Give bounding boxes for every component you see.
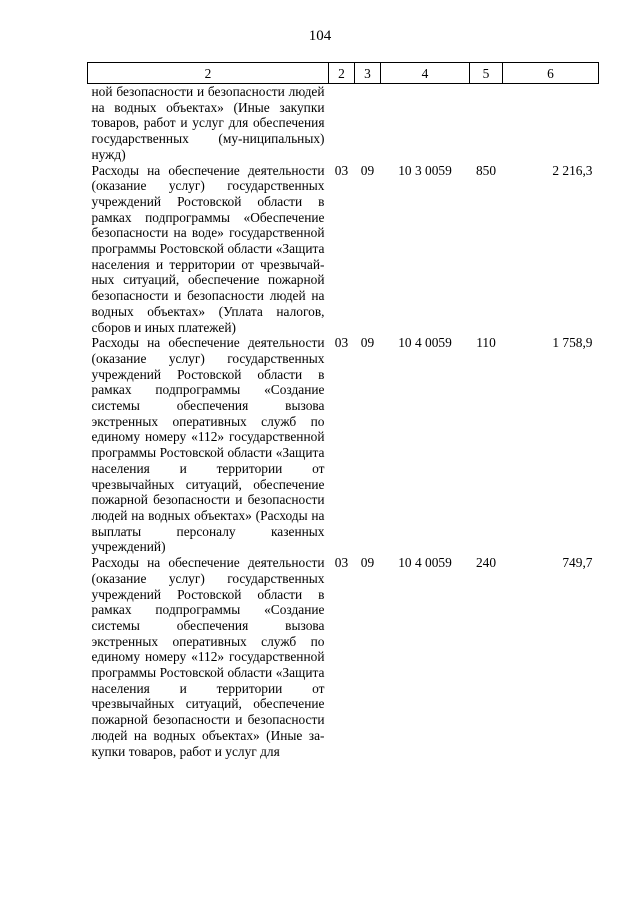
table-header (88, 63, 599, 84)
table-row (88, 335, 599, 555)
header-description: 2 (88, 63, 329, 84)
row-description: Расходы на обеспечение деятельности (оказание услуг) государственных учреждений Ростовской области в рамках подпрограммы «Создание системы обеспечения вызова экстренных оперативных служб по единому номеру «112» государственной программы Ростовской области «Защита населения и территории от чрезвычайных ситуаций, обеспечение пожарной безопасности и безопасности людей на водных объектах» (Расходы на выплаты персоналу казенных учреждений) (91, 335, 325, 555)
row-target: 10 4 0059 (398, 555, 452, 571)
table-row (88, 555, 599, 759)
header-section: 2 (329, 63, 355, 84)
row-target: 10 4 0059 (398, 335, 452, 351)
row-type: 850 (475, 162, 497, 178)
row-subsection: 09 (360, 162, 375, 178)
row-subsection: 09 (360, 555, 375, 571)
header-subsection: 3 (355, 63, 381, 84)
row-type: 110 (476, 335, 496, 351)
header-type: 5 (470, 63, 503, 84)
row-target: 10 3 0059 (398, 162, 452, 178)
row-subsection: 09 (360, 335, 375, 351)
continuation-row (88, 84, 599, 163)
row-amount: 749,7 (562, 555, 593, 571)
header-target: 4 (381, 63, 470, 84)
table-body (88, 84, 599, 760)
row-section: 03 (334, 162, 349, 178)
row-section: 03 (334, 335, 349, 351)
table-row (88, 163, 599, 336)
row-amount: 2 216,3 (552, 162, 593, 178)
header-amount: 6 (503, 63, 599, 84)
row-description: Расходы на обеспечение деятельности (оказание услуг) государственных учреждений Ростовской области в рамках подпрограммы «Создание системы обеспечения вызова экстренных оперативных служб по единому номеру «112» государственной программы Ростовской области «Защита населения и территории от чрезвычайных ситуаций, обеспечение пожарной безопасности и безопасности людей на водных объектах» (Иные закупки товаров, работ и услуг для (91, 555, 325, 759)
budget-table (87, 62, 599, 759)
page-number: 104 (308, 28, 332, 44)
continuation-description: ной безопасности и безопасности людей на водных объектах» (Иные закупки товаров, работ и услуг для обеспечения государственных (му-ниципальных) нужд) (91, 84, 325, 162)
row-description: Расходы на обеспечение деятельности (оказание услуг) государственных учреждений Ростовской области в рамках подпрограммы «Обеспечение безопасности на воде» государственной программы Ростовской области «Защита населения и территории от чрезвычайных ситуаций, обеспечение пожарной безопасности и безопасности людей на водных объектах» (Уплата налогов, сборов и иных платежей) (91, 162, 325, 335)
row-type: 240 (475, 555, 497, 571)
row-section: 03 (334, 555, 349, 571)
header-row (88, 63, 599, 84)
row-amount: 1 758,9 (552, 335, 593, 351)
